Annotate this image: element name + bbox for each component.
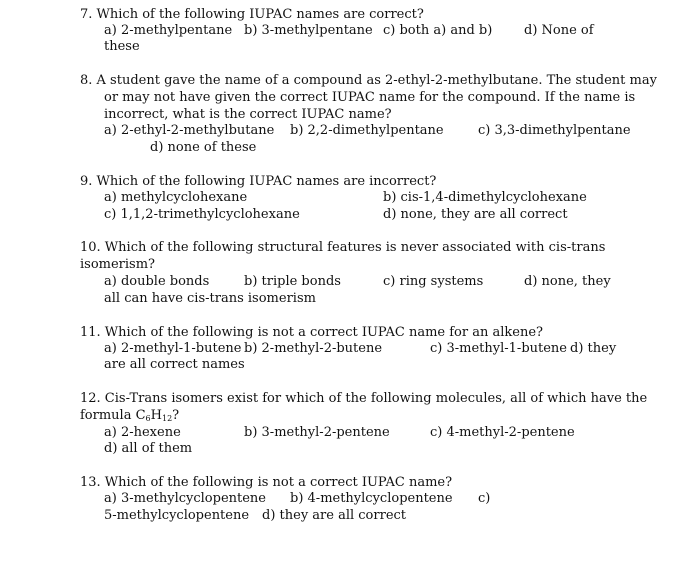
question-10-option-d: d) none, they <box>524 274 611 289</box>
question-11-option-a: a) 2-methyl-1-butene <box>104 341 242 356</box>
question-7-stem: 7. Which of the following IUPAC names are correct? <box>80 7 424 22</box>
question-10-option-c: c) ring systems <box>383 274 484 289</box>
question-9-option-d: d) none, they are all correct <box>383 207 568 222</box>
question-10-option-a: a) double bonds <box>104 274 210 289</box>
question-11-option-d: d) they <box>570 341 617 356</box>
question-9-option-b: b) cis-1,4-dimethylcyclohexane <box>383 190 587 205</box>
formula-subscript-carbon: 6 <box>145 414 151 423</box>
question-13-option-c: c) <box>478 491 491 506</box>
question-8-option-d: d) none of these <box>150 140 257 155</box>
question-8-option-a: a) 2-ethyl-2-methylbutane <box>104 123 275 138</box>
question-11-option-d-continued: are all correct names <box>104 357 245 372</box>
question-8-stem-line-2: or may not have given the correct IUPAC name for the compound. If the name is <box>104 90 636 105</box>
question-9-stem: 9. Which of the following IUPAC names are incorrect? <box>80 174 437 189</box>
question-13-option-d: d) they are all correct <box>262 508 407 523</box>
formula-suffix: ? <box>172 408 180 423</box>
question-10-stem-line-2: isomerism? <box>80 257 156 272</box>
question-12-option-c: c) 4-methyl-2-pentene <box>430 425 575 440</box>
question-9-option-c: c) 1,1,2-trimethylcyclohexane <box>104 207 300 222</box>
question-12-option-d: d) all of them <box>104 441 193 456</box>
question-13-option-b: b) 4-methylcyclopentene <box>290 491 453 506</box>
question-10-option-b: b) triple bonds <box>244 274 341 289</box>
question-7-option-c: c) both a) and b) <box>383 23 493 38</box>
question-10-stem-line-1: 10. Which of the following structural features is never associated with cis-trans <box>80 240 606 255</box>
formula-hydrogen: H <box>150 408 162 423</box>
question-8-stem-line-1: 8. A student gave the name of a compound as 2-ethyl-2-methylbutane. The student may <box>80 73 657 88</box>
question-7-option-b: b) 3-methylpentane <box>244 23 373 38</box>
question-13-option-c-continued: 5-methylcyclopentene <box>104 508 250 523</box>
question-8-stem-line-3: incorrect, what is the correct IUPAC name? <box>104 107 392 122</box>
question-11-stem: 11. Which of the following is not a correct IUPAC name for an alkene? <box>80 325 543 340</box>
question-12-stem-line-1: 12. Cis-Trans isomers exist for which of the following molecules, all of which have the <box>80 391 648 406</box>
question-10-option-d-continued: all can have cis-trans isomerism <box>104 291 316 306</box>
question-12-option-b: b) 3-methyl-2-pentene <box>244 425 390 440</box>
question-11-option-b: b) 2-methyl-2-butene <box>244 341 383 356</box>
question-12-stem-line-2 <box>80 408 179 424</box>
question-7-option-d: d) None of <box>524 23 594 38</box>
formula-subscript-hydrogen: 12 <box>161 414 173 423</box>
question-9-option-a: a) methylcyclohexane <box>104 190 248 205</box>
question-13-option-a: a) 3-methylcyclopentene <box>104 491 266 506</box>
question-7-option-a: a) 2-methylpentane <box>104 23 233 38</box>
question-11-option-c: c) 3-methyl-1-butene <box>430 341 568 356</box>
question-8-option-b: b) 2,2-dimethylpentane <box>290 123 444 138</box>
question-13-stem: 13. Which of the following is not a correct IUPAC name? <box>80 475 453 490</box>
question-12-option-a: a) 2-hexene <box>104 425 181 440</box>
formula-prefix: formula C <box>80 408 146 423</box>
question-7-option-d-continued: these <box>104 39 140 54</box>
question-8-option-c: c) 3,3-dimethylpentane <box>478 123 631 138</box>
